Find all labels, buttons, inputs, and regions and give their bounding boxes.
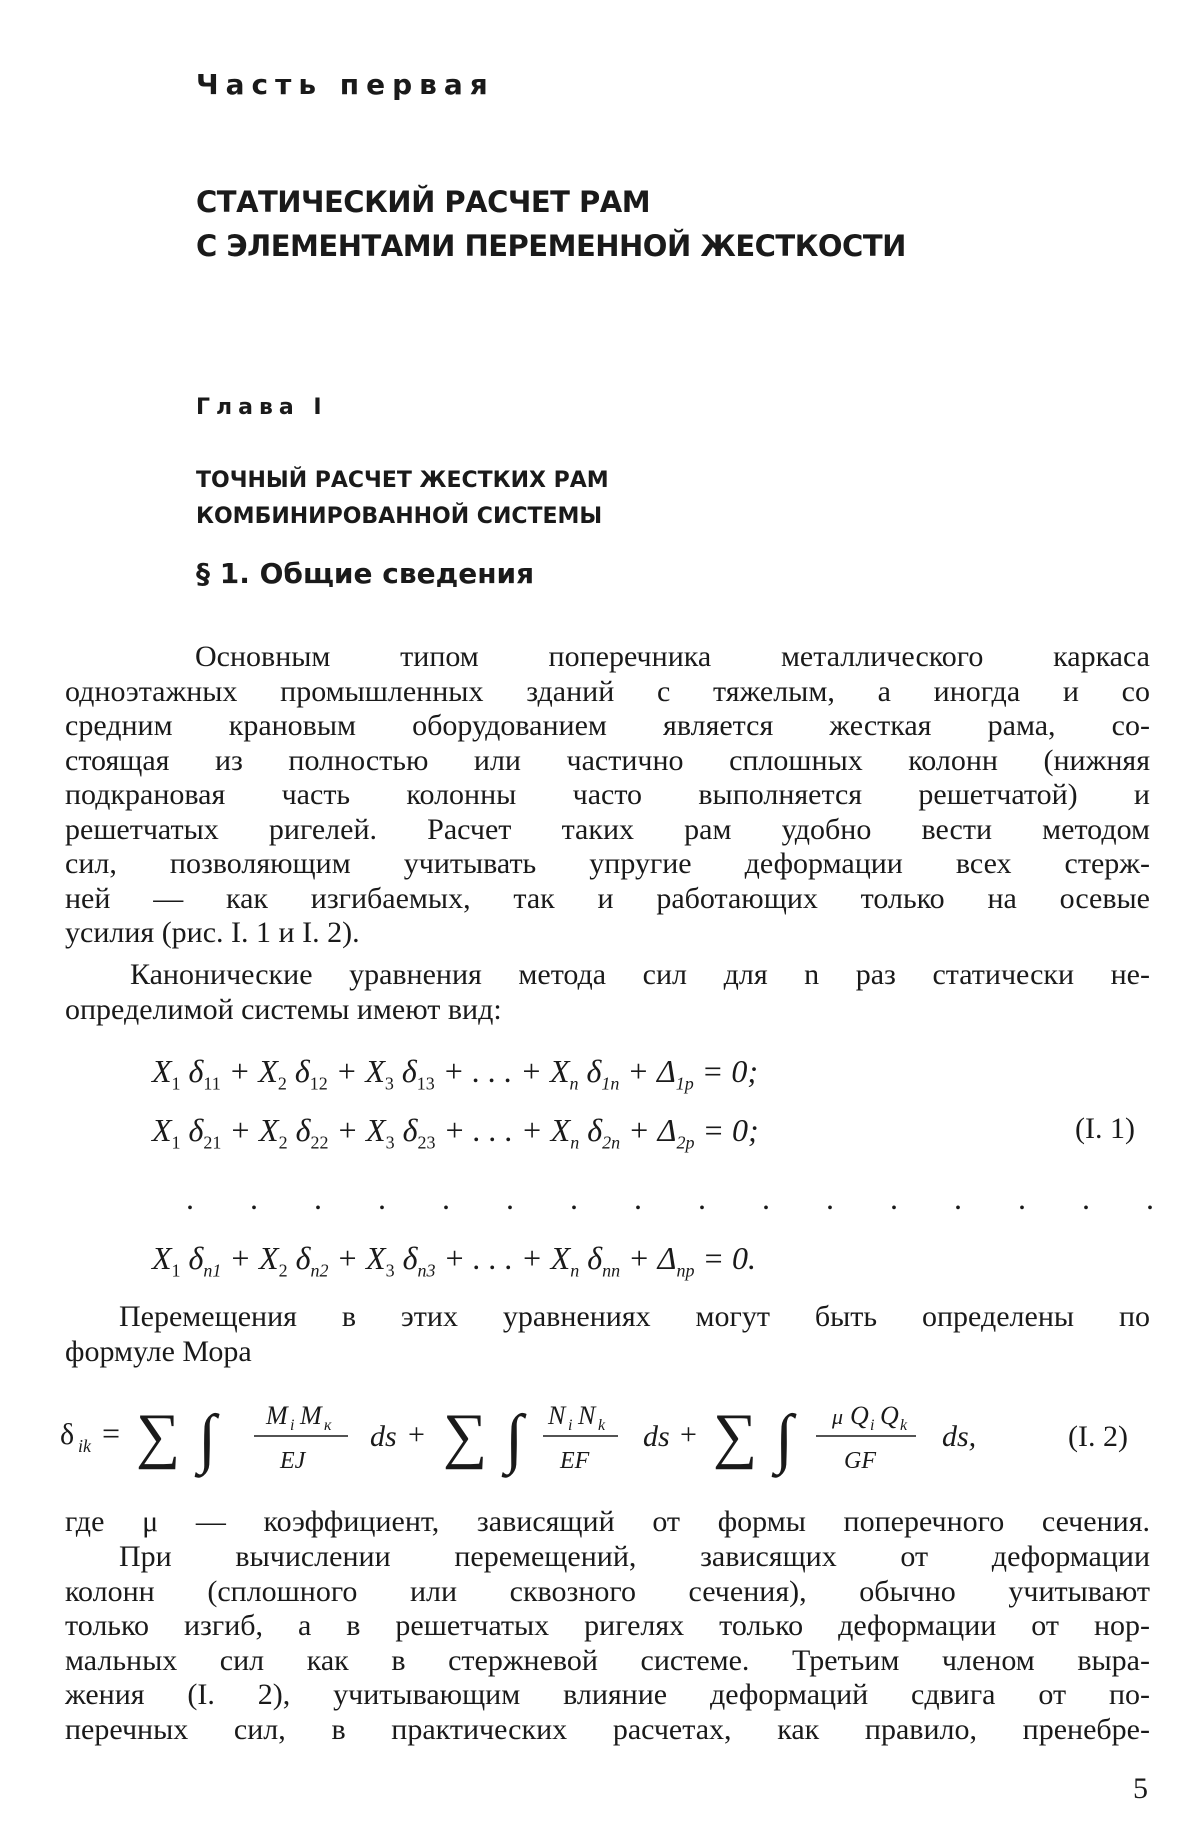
text-line: ней — как изгибаемых, так и работающих только на осевые [65, 881, 1150, 915]
text-line: усилия (рис. I. 1 и I. 2). [65, 916, 360, 949]
text-line: одноэтажных промышленных зданий с тяжелым, а иногда и со [65, 674, 1150, 708]
svg-text:+: + [680, 1418, 697, 1451]
part-title-line: СТАТИЧЕСКИЙ РАСЧЕТ РАМ [196, 185, 651, 219]
paragraph-1 [65, 640, 1150, 951]
part-title [196, 180, 906, 268]
chapter-label: Глава I [196, 395, 328, 420]
paragraph-2 [65, 958, 1150, 1027]
svg-text:k: k [598, 1417, 606, 1434]
svg-text:∑: ∑ [713, 1402, 758, 1470]
svg-text:N: N [578, 1401, 596, 1430]
equation-line: $X_1$ $\delta_{21} + X_2$ $\delta_{22} + X_3$ $\delta_{23}$ + . . . + $X_n$ $\delta_{2n} + \Delta_{2p} = 0$; [152, 1112, 759, 1153]
svg-text:Q: Q [850, 1401, 869, 1430]
text-line: только изгиб, а в решетчатых ригелях только деформации от нор- [65, 1609, 1150, 1642]
part-title-line: С ЭЛЕМЕНТАМИ ПЕРЕМЕННОЙ ЖЕСТКОСТИ [196, 229, 906, 263]
text-line: определимой системы имеют вид: [65, 992, 502, 1026]
text-line: Перемещения в этих уравнениях могут быть определены по [119, 1300, 1150, 1333]
text-line: Канонические уравнения метода сил для n раз статически не- [130, 958, 1150, 991]
svg-text:ds: ds [370, 1420, 397, 1453]
svg-text:Q: Q [880, 1401, 899, 1430]
equation-line: $X_1$ $\delta_{n1} + X_2$ $\delta_{n2} + X_3$ $\delta_{n3}$ + . . . + $X_n$ $\delta_{nn} + \Delta_{np} = 0$. [152, 1240, 757, 1281]
svg-text:δ: δ [60, 1418, 75, 1451]
text-line: средним крановым оборудованием является жесткая рама, со- [65, 709, 1150, 742]
text-line: Основным типом поперечника металлического каркаса [195, 640, 1150, 673]
svg-text:∫: ∫ [505, 1402, 524, 1475]
svg-text:ds: ds [643, 1420, 670, 1453]
equation-line: $X_1$ $\delta_{11} + X_2$ $\delta_{12} + X_3$ $\delta_{13}$ + . . . + $X_n$ $\delta_{1n} + \Delta_{1p} = 0$; [152, 1053, 759, 1094]
part-label: Часть первая [196, 68, 495, 101]
equation-number: (I. 1) [1075, 1112, 1135, 1145]
section-title: § 1. Общие сведения [196, 557, 535, 590]
svg-text:GF: GF [844, 1448, 876, 1474]
svg-text:=: = [102, 1415, 121, 1451]
chapter-title [196, 463, 609, 535]
text-line: стоящая из полностью или частично сплошных колонн (нижняя [65, 743, 1150, 777]
svg-text:k: k [900, 1417, 908, 1434]
svg-text:∫: ∫ [198, 1402, 217, 1475]
svg-text:ik: ik [78, 1436, 91, 1456]
equation-ellipsis: . . . . . . . . . . . . . . . . [186, 1180, 1178, 1216]
text-line: мальных сил как в стержневой системе. Третьим членом выра- [65, 1643, 1150, 1677]
svg-text:ds,: ds, [942, 1420, 977, 1453]
svg-text:M: M [300, 1401, 322, 1430]
text-line: При вычислении перемещений, зависящих от деформации [119, 1540, 1150, 1573]
text-line: жения (I. 2), учитывающим влияние деформаций сдвига от по- [65, 1678, 1150, 1711]
svg-text:N: N [548, 1401, 566, 1430]
equation-number: (I. 2) [1068, 1420, 1128, 1453]
text-line: колонн (сплошного или сквозного сечения), обычно учитывают [65, 1574, 1150, 1608]
svg-text:∑: ∑ [136, 1402, 181, 1470]
svg-text:M: M [266, 1401, 288, 1430]
svg-text:EF: EF [560, 1448, 590, 1474]
svg-text:+: + [408, 1418, 425, 1451]
chapter-title-line: ТОЧНЫЙ РАСЧЕТ ЖЕСТКИХ РАМ [196, 468, 609, 493]
paragraph-4 [65, 1505, 1150, 1540]
text-line: подкрановая часть колонны часто выполняется решетчатой) и [65, 778, 1150, 811]
paragraph-5 [65, 1540, 1150, 1747]
svg-text:μ: μ [832, 1404, 844, 1429]
svg-text:∑: ∑ [443, 1402, 488, 1470]
svg-text:∫: ∫ [775, 1402, 794, 1475]
text-line: формуле Мора [65, 1334, 252, 1368]
svg-text:i: i [870, 1417, 875, 1434]
text-line: решетчатых ригелей. Расчет таких рам удобно вести методом [65, 812, 1150, 846]
mohr-formula [58, 1378, 1158, 1488]
page-number: 5 [1133, 1772, 1148, 1805]
chapter-title-line: КОМБИНИРОВАННОЙ СИСТЕМЫ [196, 504, 603, 529]
svg-text:i: i [568, 1417, 573, 1434]
svg-text:i: i [290, 1417, 295, 1434]
svg-text:EJ: EJ [280, 1448, 306, 1474]
paragraph-3 [65, 1300, 1150, 1369]
text-line: перечных сил, в практических расчетах, как правило, пренебре- [65, 1712, 1150, 1746]
text-line: сил, позволяющим учитывать упругие деформации всех стерж- [65, 847, 1150, 880]
svg-text:к: к [324, 1417, 332, 1434]
text-line: где μ — коэффициент, зависящий от формы поперечного сечения. [65, 1505, 1150, 1538]
